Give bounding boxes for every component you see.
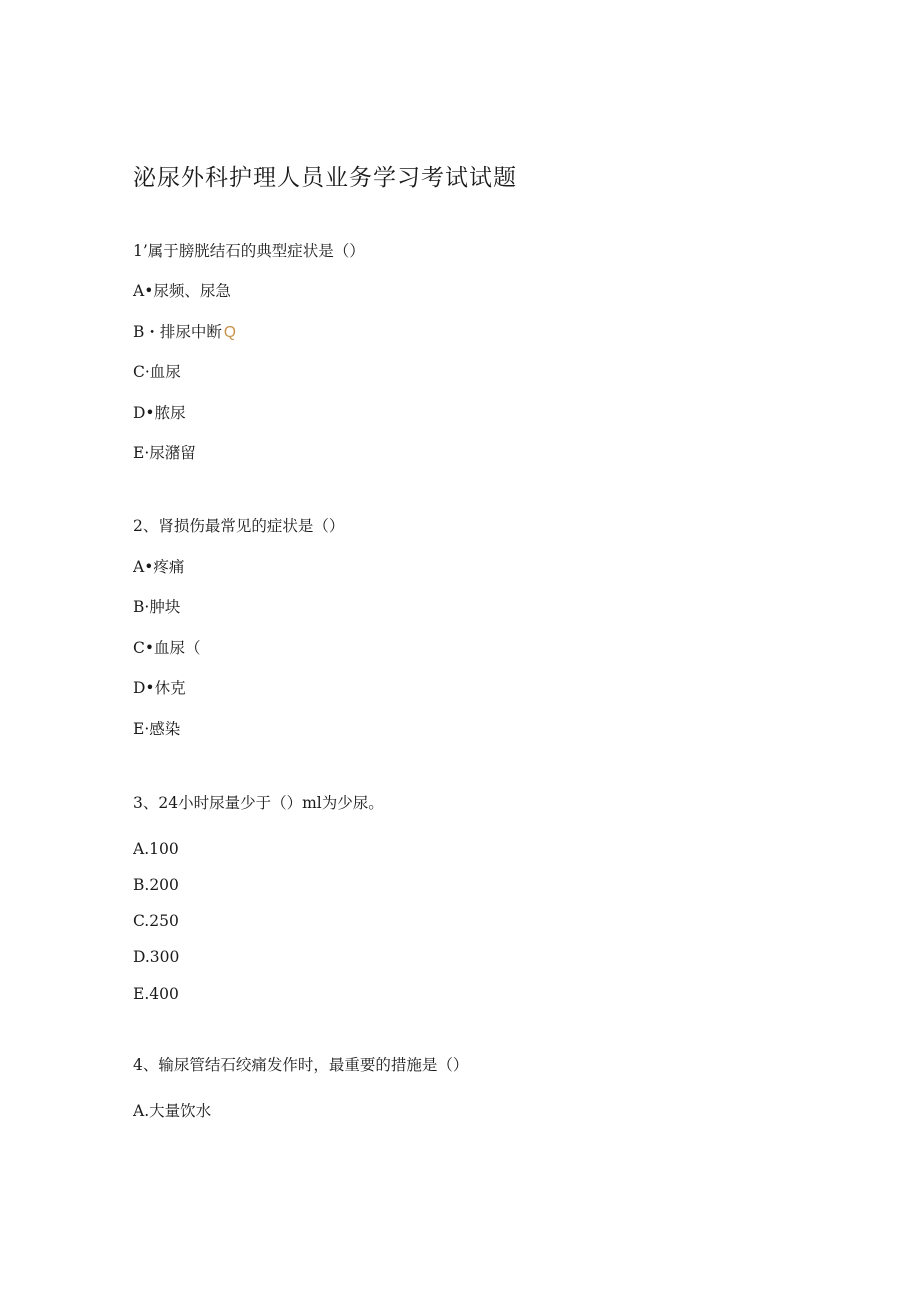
question-1-option-d: D•脓尿	[133, 404, 186, 422]
option-b-mark: Q	[223, 324, 236, 341]
question-3-option-a: A.100	[133, 840, 179, 858]
question-4-stem: 4、输尿管结石绞痛发作时，最重要的措施是（）	[133, 1056, 469, 1074]
question-3-option-b: B.200	[133, 876, 179, 894]
question-2-option-b: B·肿块	[133, 598, 181, 616]
question-3-stem: 3、24小时尿量少于（）ml为少尿。	[133, 794, 384, 812]
question-1-stem: 1’属于膀胱结石的典型症状是（）	[133, 242, 365, 260]
question-2-option-d: D•休克	[133, 679, 186, 697]
question-2-stem: 2、肾损伤最常见的症状是（）	[133, 517, 345, 535]
question-1-option-b-text: B・排尿中断	[133, 323, 222, 341]
question-4-option-a: A.大量饮水	[133, 1102, 212, 1120]
question-3-option-c: C.250	[133, 912, 179, 930]
question-2-option-c: C•血尿（	[133, 639, 201, 657]
question-2-option-a: A•疼痛	[133, 558, 185, 576]
question-1-option-b	[133, 321, 236, 344]
question-1-option-e: E·尿潴留	[133, 444, 196, 462]
page-title: 泌尿外科护理人员业务学习考试试题	[133, 165, 517, 191]
question-1-option-c: C·血尿	[133, 363, 181, 381]
question-2-option-e: E·感染	[133, 720, 181, 738]
question-3-option-d: D.300	[133, 948, 180, 966]
question-1-option-a: A•尿频、尿急	[133, 282, 231, 300]
question-3-option-e: E.400	[133, 985, 179, 1003]
